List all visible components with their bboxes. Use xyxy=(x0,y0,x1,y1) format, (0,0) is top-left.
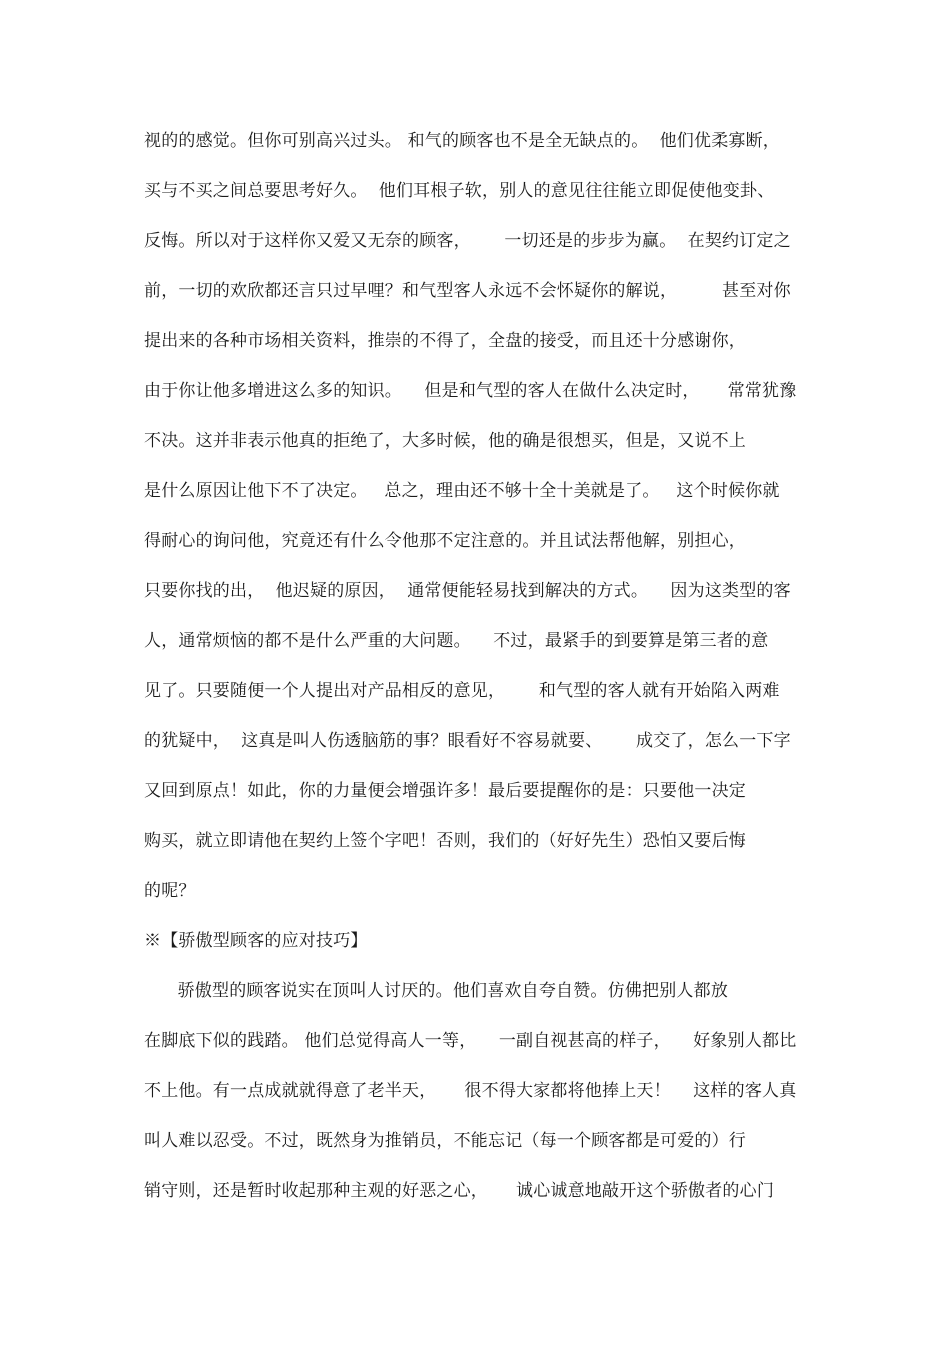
text-line: 得耐心的询问他，究竟还有什么令他那不定注意的。并且试法帮他解，别担心， xyxy=(144,531,746,551)
text-line: 不上他。有一点成就就得意了老半天， 很不得大家都将他捧上天！ 这样的客人真 xyxy=(144,1081,797,1101)
text-line: 见了。只要随便一个人提出对产品相反的意见， 和气型的客人就有开始陷入两难 xyxy=(144,681,780,701)
text-line: 叫人难以忍受。不过，既然身为推销员，不能忘记（每一个顾客都是可爱的）行 xyxy=(144,1131,746,1151)
text-line: 在脚底下似的践踏。 他们总觉得高人一等， 一副自视甚高的样子， 好象别人都比 xyxy=(144,1031,797,1051)
text-line: 视的的感觉。但你可别高兴过头。 和气的顾客也不是全无缺点的。 他们优柔寡断， xyxy=(144,131,781,151)
text-line: 买与不买之间总要思考好久。 他们耳根子软，别人的意见往往能立即促使他变卦、 xyxy=(144,181,775,201)
text-line: 又回到原点！如此，你的力量便会增强许多！最后要提醒你的是：只要他一决定 xyxy=(144,781,746,801)
text-line: 骄傲型的顾客说实在顶叫人讨厌的。他们喜欢自夸自赞。仿佛把别人都放 xyxy=(144,981,729,1001)
text-line: 的犹疑中， 这真是叫人伤透脑筋的事？眼看好不容易就要、 成交了，怎么一下字 xyxy=(144,731,791,751)
text-line: 前，一切的欢欣都还言只过早哩？和气型客人永远不会怀疑你的解说， 甚至对你 xyxy=(144,281,791,301)
text-line: 只要你找的出， 他迟疑的原因， 通常便能轻易找到解决的方式。 因为这类型的客 xyxy=(144,581,791,601)
section-heading: ※【骄傲型顾客的应对技巧】 xyxy=(144,931,368,951)
text-line: 是什么原因让他下不了决定。 总之，理由还不够十全十美就是了。 这个时候你就 xyxy=(144,481,780,501)
text-line: 销守则，还是暂时收起那种主观的好恶之心， 诚心诚意地敲开这个骄傲者的心门 xyxy=(144,1181,775,1201)
text-line: 反悔。所以对于这样你又爱又无奈的顾客， 一切还是的步步为赢。 在契约订定之 xyxy=(144,231,791,251)
text-line: 的呢？ xyxy=(144,881,196,901)
text-line: 购买，就立即请他在契约上签个字吧！否则，我们的（好好先生）恐怕又要后悔 xyxy=(144,831,746,851)
text-line: 提出来的各种市场相关资料，推崇的不得了，全盘的接受，而且还十分感谢你， xyxy=(144,331,746,351)
text-line: 由于你让他多增进这么多的知识。 但是和气型的客人在做什么决定时， 常常犹豫 xyxy=(144,381,797,401)
text-line: 不决。这并非表示他真的拒绝了，大多时候，他的确是很想买，但是，又说不上 xyxy=(144,431,746,451)
text-line: 人，通常烦恼的都不是什么严重的大问题。 不过，最紧手的到要算是第三者的意 xyxy=(144,631,769,651)
